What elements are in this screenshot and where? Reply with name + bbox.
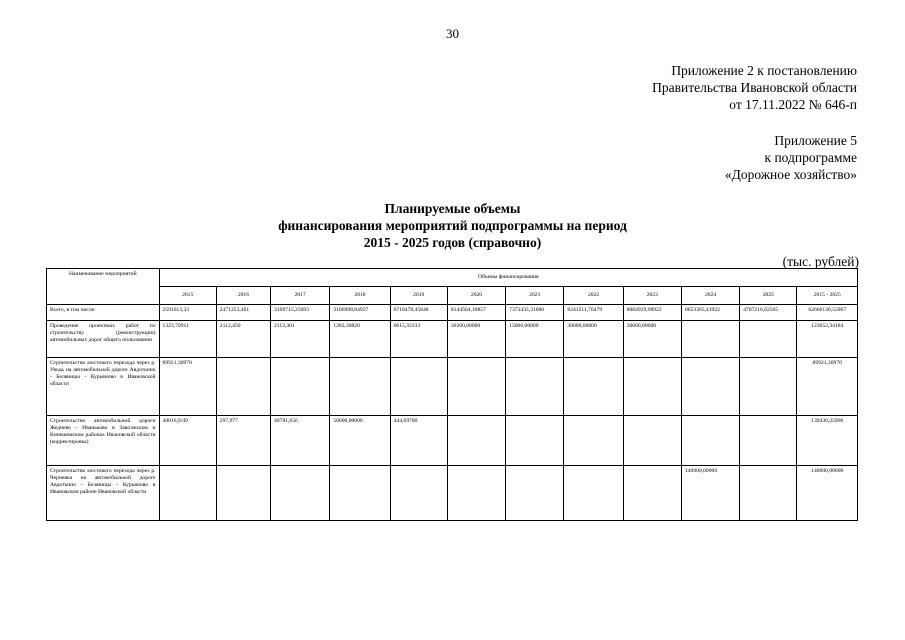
activity-name: Строительство автомобильной дороги Жеднево - Иваньково в Заволжском и Кинешемском районах Ивановской области (корректировка)	[47, 416, 160, 466]
amount-cell	[447, 466, 505, 521]
year-header: 2018	[330, 287, 390, 305]
amount-cell: 50000,00000	[330, 416, 390, 466]
amount-cell	[447, 358, 505, 416]
amount-cell: 89921,30970	[159, 358, 216, 416]
amount-cell: 89921,30970	[797, 358, 858, 416]
appendix-subprogram-line: «Дорожное хозяйство»	[724, 167, 857, 182]
amount-cell	[564, 466, 623, 521]
year-header: 2016	[216, 287, 270, 305]
year-header: 2025	[740, 287, 797, 305]
amount-cell: 8084919,98922	[623, 305, 681, 321]
amount-cell: 2471253,461	[216, 305, 270, 321]
amount-cell: 62666130,55867	[797, 305, 858, 321]
year-header: 2019	[390, 287, 447, 305]
appendix-subprogram-line: к подпрограмме	[764, 150, 857, 165]
appendix-subprogram-line: Приложение 5	[774, 133, 857, 148]
amount-cell: 2112,450	[216, 321, 270, 358]
amount-cell: 30200,00000	[447, 321, 505, 358]
amount-cell	[506, 466, 564, 521]
table-row	[47, 321, 858, 358]
amount-cell: 8241211,76479	[564, 305, 623, 321]
amount-cell: 140000,00000	[797, 466, 858, 521]
year-header: 2015	[159, 287, 216, 305]
amount-cell	[740, 358, 797, 416]
year-header: 2020	[447, 287, 505, 305]
table-row	[47, 305, 858, 321]
amount-cell: 1323,70911	[159, 321, 216, 358]
table-body	[47, 305, 858, 521]
appendix-decree-line: от 17.11.2022 № 646-п	[729, 97, 857, 112]
year-header: 2017	[271, 287, 330, 305]
amount-cell: 297,977	[216, 416, 270, 466]
amount-cell	[681, 416, 739, 466]
amount-cell	[740, 466, 797, 521]
amount-cell	[623, 358, 681, 416]
amount-cell	[390, 466, 447, 521]
amount-cell: 8144564,10857	[447, 305, 505, 321]
amount-cell: 30000,00000	[623, 321, 681, 358]
amount-cell	[159, 466, 216, 521]
amount-cell: 444,69700	[390, 416, 447, 466]
year-header-row	[47, 287, 858, 305]
amount-cell	[740, 416, 797, 466]
amount-cell: 140000,00000	[681, 466, 739, 521]
amount-cell	[506, 416, 564, 466]
units-label: (тыс. рублей)	[782, 254, 859, 269]
year-header: 2024	[681, 287, 739, 305]
amount-cell: 139430,25900	[797, 416, 858, 466]
amount-cell: 15000,00000	[506, 321, 564, 358]
activity-name: Строительство мостового перехода через р. Уводь на автомобильной дороге Авдотьино - Беляницы - Курьяново в Ивановской области	[47, 358, 160, 416]
amount-cell	[740, 321, 797, 358]
amount-cell: 8653365,41922	[681, 305, 739, 321]
amount-cell	[623, 416, 681, 466]
year-header: 2022	[564, 287, 623, 305]
amount-cell	[681, 321, 739, 358]
amount-cell: 40016,9/49	[159, 416, 216, 466]
column-header-name: Наименование мероприятий	[47, 269, 160, 305]
column-header-funding: Объемы финансирования	[159, 269, 857, 287]
amount-cell	[330, 466, 390, 521]
amount-cell	[330, 358, 390, 416]
amount-cell: 48781,656	[271, 416, 330, 466]
amount-cell: 30000,00000	[564, 321, 623, 358]
appendix-decree-line: Приложение 2 к постановлению	[671, 63, 857, 78]
amount-cell	[681, 358, 739, 416]
amount-cell: 6718478,45848	[390, 305, 447, 321]
appendix-subprogram	[725, 132, 857, 183]
amount-cell	[564, 358, 623, 416]
amount-cell: 3109715,25693	[271, 305, 330, 321]
activity-name: Всего, в том числе:	[47, 305, 160, 321]
amount-cell	[447, 416, 505, 466]
amount-cell	[390, 358, 447, 416]
amount-cell: 7373433,31600	[506, 305, 564, 321]
page-number: 30	[446, 26, 459, 41]
amount-cell	[506, 358, 564, 416]
document-title	[0, 200, 905, 251]
amount-cell	[564, 416, 623, 466]
year-header: 2015 - 2025	[797, 287, 858, 305]
appendix-decree	[652, 62, 857, 113]
amount-cell: 4787216,62565	[740, 305, 797, 321]
title-line: 2015 - 2025 годов (справочно)	[363, 235, 542, 250]
activity-name: Проведение проектных работ по строительству (реконструкции) автомобильных дорог общего пользования	[47, 321, 160, 358]
amount-cell: 2591013,33	[159, 305, 216, 321]
table-row	[47, 466, 858, 521]
year-header: 2021	[506, 287, 564, 305]
activity-name: Строительство мостового перехода через р. Черневка на автомобильной дороге Авдотьино - Беляницы - Курьяново в Ивановском районе Ивановской области	[47, 466, 160, 521]
table-row	[47, 358, 858, 416]
amount-cell: 3106998,84937	[330, 305, 390, 321]
amount-cell: 1283,30820	[330, 321, 390, 358]
amount-cell	[216, 466, 270, 521]
amount-cell	[271, 466, 330, 521]
title-line: финансирования мероприятий подпрограммы на период	[278, 218, 627, 233]
appendix-decree-line: Правительства Ивановской области	[652, 80, 857, 95]
year-header: 2023	[623, 287, 681, 305]
title-line: Планируемые объемы	[384, 201, 521, 216]
amount-cell: 2112,301	[271, 321, 330, 358]
amount-cell	[623, 466, 681, 521]
funding-table	[46, 268, 858, 521]
amount-cell	[216, 358, 270, 416]
amount-cell: 123652,34184	[797, 321, 858, 358]
amount-cell: 6615,33333	[390, 321, 447, 358]
table-row	[47, 416, 858, 466]
amount-cell	[271, 358, 330, 416]
